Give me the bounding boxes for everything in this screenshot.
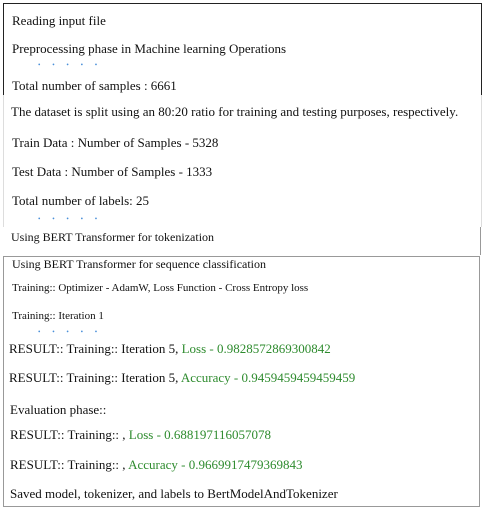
accuracy-value: Accuracy - 0.9459459459459459	[180, 370, 356, 385]
log-line-optimizer: Training:: Optimizer - AdamW, Loss Function - Cross Entropy loss	[12, 282, 309, 294]
log-panel-split	[3, 95, 482, 227]
log-line-eval-loss	[10, 428, 271, 441]
progress-dots: • • • • •	[38, 215, 103, 223]
result-label: RESULT:: Training:: Iteration 5,	[9, 370, 181, 385]
result-label: RESULT:: Training:: ,	[10, 457, 129, 472]
log-line-saved-model: Saved model, tokenizer, and labels to BertModelAndTokenizer	[10, 486, 338, 501]
loss-value: Loss - 0.688197116057078	[128, 427, 271, 442]
log-line-eval-accuracy	[10, 458, 302, 471]
log-panel-training	[3, 256, 480, 399]
progress-dots: • • • • •	[38, 328, 103, 336]
log-panel-tokenization	[3, 227, 481, 255]
log-line-test-data: Test Data : Number of Samples - 1333	[12, 164, 213, 179]
log-line-reading-input: Reading input file	[12, 13, 106, 28]
log-line-preprocessing: Preprocessing phase in Machine learning Operations	[12, 41, 287, 56]
progress-dots: • • • • •	[38, 61, 103, 69]
log-line-train-data: Train Data : Number of Samples - 5328	[12, 135, 219, 150]
result-label: RESULT:: Training:: ,	[10, 427, 129, 442]
log-line-evaluation-phase: Evaluation phase::	[10, 402, 107, 417]
loss-value: Loss - 0.9828572869300842	[181, 341, 331, 356]
result-label: RESULT:: Training:: Iteration 5,	[9, 341, 182, 356]
log-panel-evaluation	[3, 398, 480, 507]
log-panel-input	[3, 3, 482, 96]
log-line-result-loss	[9, 342, 331, 355]
accuracy-value: Accuracy - 0.9669917479369843	[128, 457, 303, 472]
log-line-bert-tokenization: Using BERT Transformer for tokenization	[11, 230, 215, 244]
log-line-total-samples: Total number of samples : 6661	[12, 78, 177, 93]
log-line-total-labels: Total number of labels: 25	[12, 193, 150, 208]
log-line-split-info: The dataset is split using an 80:20 ratio for training and testing purposes, respectively.	[11, 104, 459, 119]
log-line-iteration-1: Training:: Iteration 1	[12, 310, 104, 322]
log-line-result-accuracy	[9, 371, 355, 384]
log-line-bert-classification: Using BERT Transformer for sequence classification	[12, 257, 267, 271]
